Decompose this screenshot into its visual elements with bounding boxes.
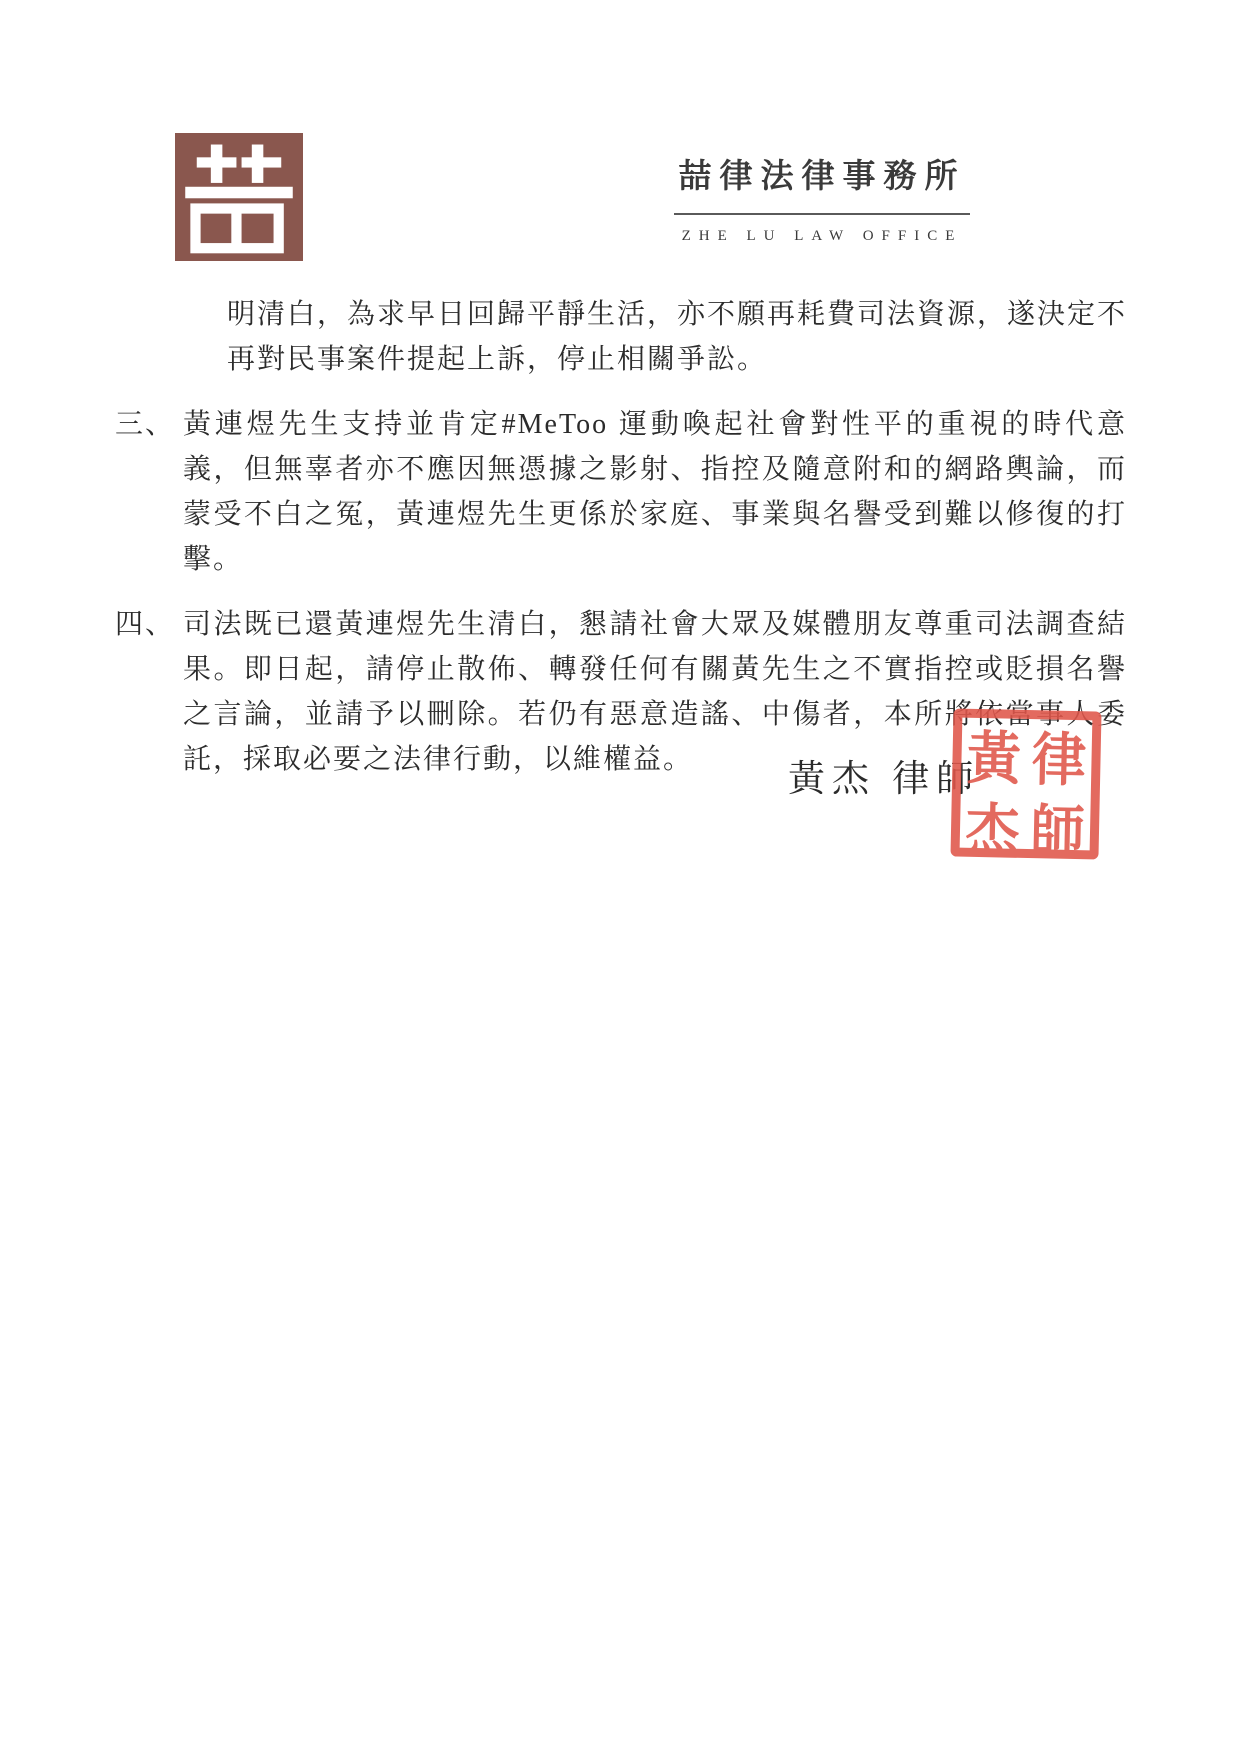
letterhead [672,150,972,245]
seal-char: 師 [1029,799,1086,866]
office-name-en: ZHE LU LAW OFFICE [681,228,963,244]
seal-char: 杰 [964,798,1021,864]
office-name-zh: 喆律法律事務所 [678,159,966,195]
list-item-3-text: 黃連煜先生支持並肯定#MeToo 運動喚起社會對性平的重視的時代意義，但無辜者亦不應因無憑據之影射、指控及隨意附和的網路輿論，而蒙受不白之冤，黃連煜先生更係於家庭、事業與名譽受到難以修復的打擊。 [183,409,1127,575]
header-divider [674,213,970,215]
lawyer-seal-stamp [950,708,1101,866]
continuation-paragraph: 明清白，為求早日回歸平靜生活，亦不願再耗費司法資源，遂決定不再對民事案件提起上訴，停止相關爭訟。 [227,299,1128,375]
seal-char: 黃 [966,726,1022,792]
seal-char: 律 [1031,727,1087,794]
signature-lawyer-name: 黃杰 律師 [788,759,981,800]
zhe-lu-logo-icon [175,133,303,261]
list-item-4-text: 司法既已還黃連煜先生清白，懇請社會大眾及媒體朋友尊重司法調查結果。即日起，請停止散佈、轉發任何有關黃先生之不實指控或貶損名譽之言論，並請予以刪除。若仍有惡意造謠、中傷者，本所將依當事人委託，採取必要之法律行動，以維權益。 [183,609,1127,775]
list-item-3 [115,402,1127,582]
list-item-3-number: 三、 [115,409,176,440]
list-item-4-number: 四、 [115,609,176,640]
